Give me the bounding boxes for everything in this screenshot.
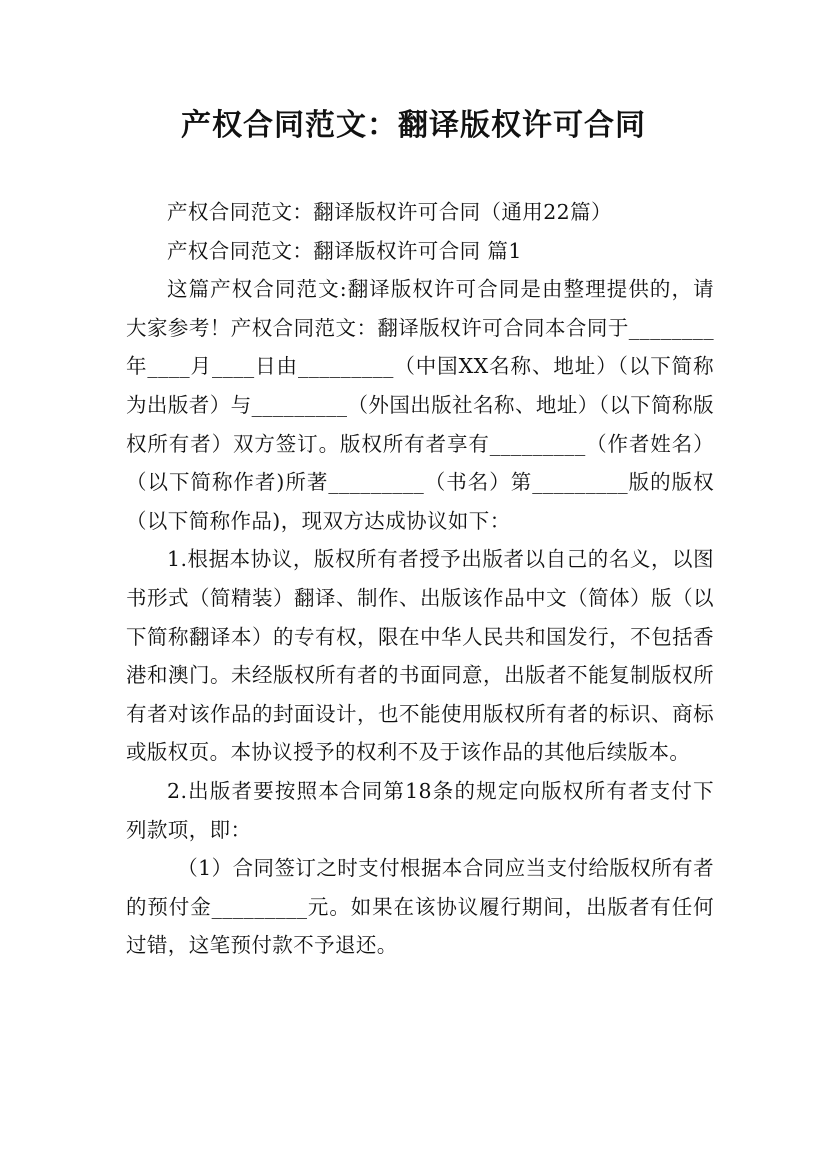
document-body — [126, 193, 714, 965]
paragraph-clause-1: 1.根据本协议，版权所有者授予出版者以自己的名义，以图书形式（简精装）翻译、制作、出版该作品中文（简体）版（以下简称翻译本）的专有权，限在中华人民共和国发行，不包括香港和澳门。未经版权所有者的书面同意，出版者不能复制版权所有者对该作品的封面设计，也不能使用版权所有者的标识、商标或版权页。本协议授予的权利不及于该作品的其他后续版本。 — [126, 547, 714, 765]
paragraph-preamble: 这篇产权合同范文:翻译版权许可合同是由整理提供的，请大家参考！产权合同范文：翻译版权许可合同本合同于________年____月____日由_________（中国XX名称、地址）（以下简称为出版者）与_________（外国出版社名称、地址）（以下简称版权所有者）双方签订。版权所有者享有_________（作者姓名）（以下简称作者)所著_________（书名）第_________版的版权（以下简称作品)，现双方达成协议如下： — [126, 277, 714, 533]
paragraph-clause-2-item-1: （1）合同签订之时支付根据本合同应当支付给版权所有者的预付金_________元。如果在该协议履行期间，出版者有任何过错，这笔预付款不予退还。 — [126, 856, 714, 958]
paragraph-clause-2: 2.出版者要按照本合同第18条的规定向版权所有者支付下列款项，即： — [126, 778, 714, 842]
paragraph-section-heading: 产权合同范文：翻译版权许可合同 篇1 — [167, 238, 522, 263]
document-title: 产权合同范文：翻译版权许可合同 — [181, 108, 646, 143]
paragraph-subtitle: 产权合同范文：翻译版权许可合同（通用22篇） — [167, 200, 612, 224]
